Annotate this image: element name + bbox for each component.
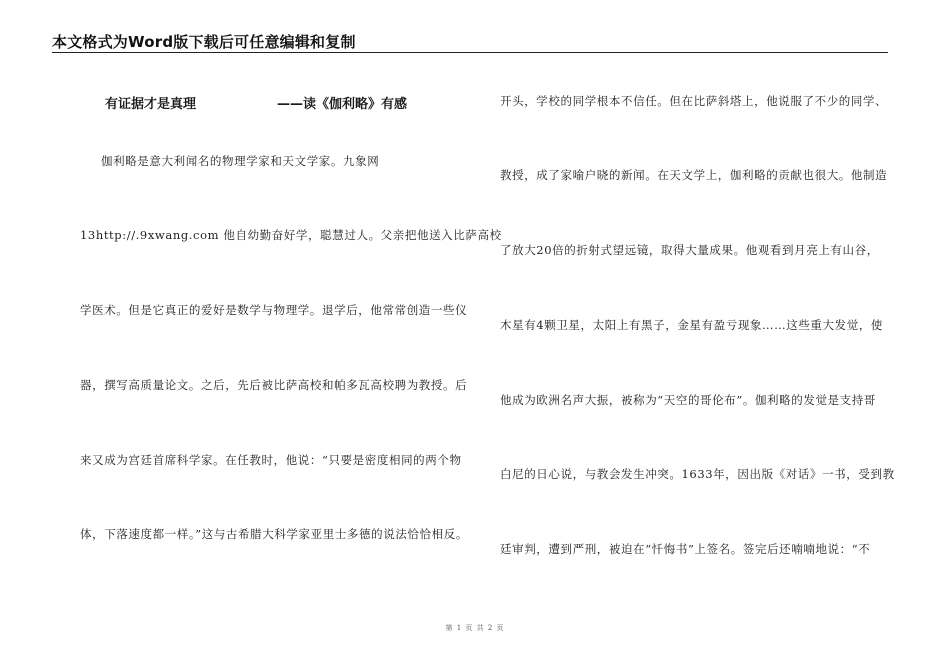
left-column-line: 伽利略是意大利闻名的物理学家和天文学家。九象网 <box>101 154 380 168</box>
left-column-line: 学医术。但是它真正的爱好是数学与物理学。退学后，他常常创造一些仪 <box>80 303 468 317</box>
document-header-banner: 本文格式为Word版下载后可任意编辑和复制 <box>52 33 356 51</box>
right-column-line: 木星有4颗卫星，太阳上有黑子，金星有盈亏现象……这些重大发觉，使 <box>500 318 884 332</box>
right-column-line: 他成为欧洲名声大振，被称为“天空的哥伦布”。伽利略的发觉是支持哥 <box>500 393 876 407</box>
header-divider <box>52 52 888 53</box>
article-subtitle: ——读《伽利略》有感 <box>277 97 408 112</box>
right-column-line: 白尼的日心说，与教会发生冲突。1633年，因出版《对话》一书，受到教 <box>500 467 895 481</box>
right-column-line: 教授，成了家喻户晓的新闻。在天文学上，伽利略的贡献也很大。他制造 <box>500 168 888 182</box>
left-column-line: 来又成为宫廷首席科学家。在任教时，他说：“只要是密度相同的两个物 <box>80 453 462 467</box>
right-column-line: 了放大20倍的折射式望远镜，取得大量成果。他观看到月亮上有山谷， <box>500 243 879 257</box>
right-column-line: 开头，学校的同学根本不信任。但在比萨斜塔上，他说服了不少的同学、 <box>500 94 888 108</box>
right-column-line: 廷审判，遭到严刑，被迫在“忏悔书”上签名。签完后还喃喃地说：“不 <box>500 542 871 556</box>
left-column-line: 体，下落速度都一样。”这与古希腊大科学家亚里士多德的说法恰恰相反。 <box>80 527 468 541</box>
page-number-footer: 第 1 页 共 2 页 <box>445 624 505 632</box>
article-title: 有证据才是真理 <box>105 97 197 112</box>
left-column-line: 器，撰写高质量论文。之后，先后被比萨高校和帕多瓦高校聘为教授。后 <box>80 378 468 392</box>
left-column-line: 13http://.9xwang.com 他自幼勤奋好学，聪慧过人。父亲把他送入比萨高校 <box>80 228 502 242</box>
